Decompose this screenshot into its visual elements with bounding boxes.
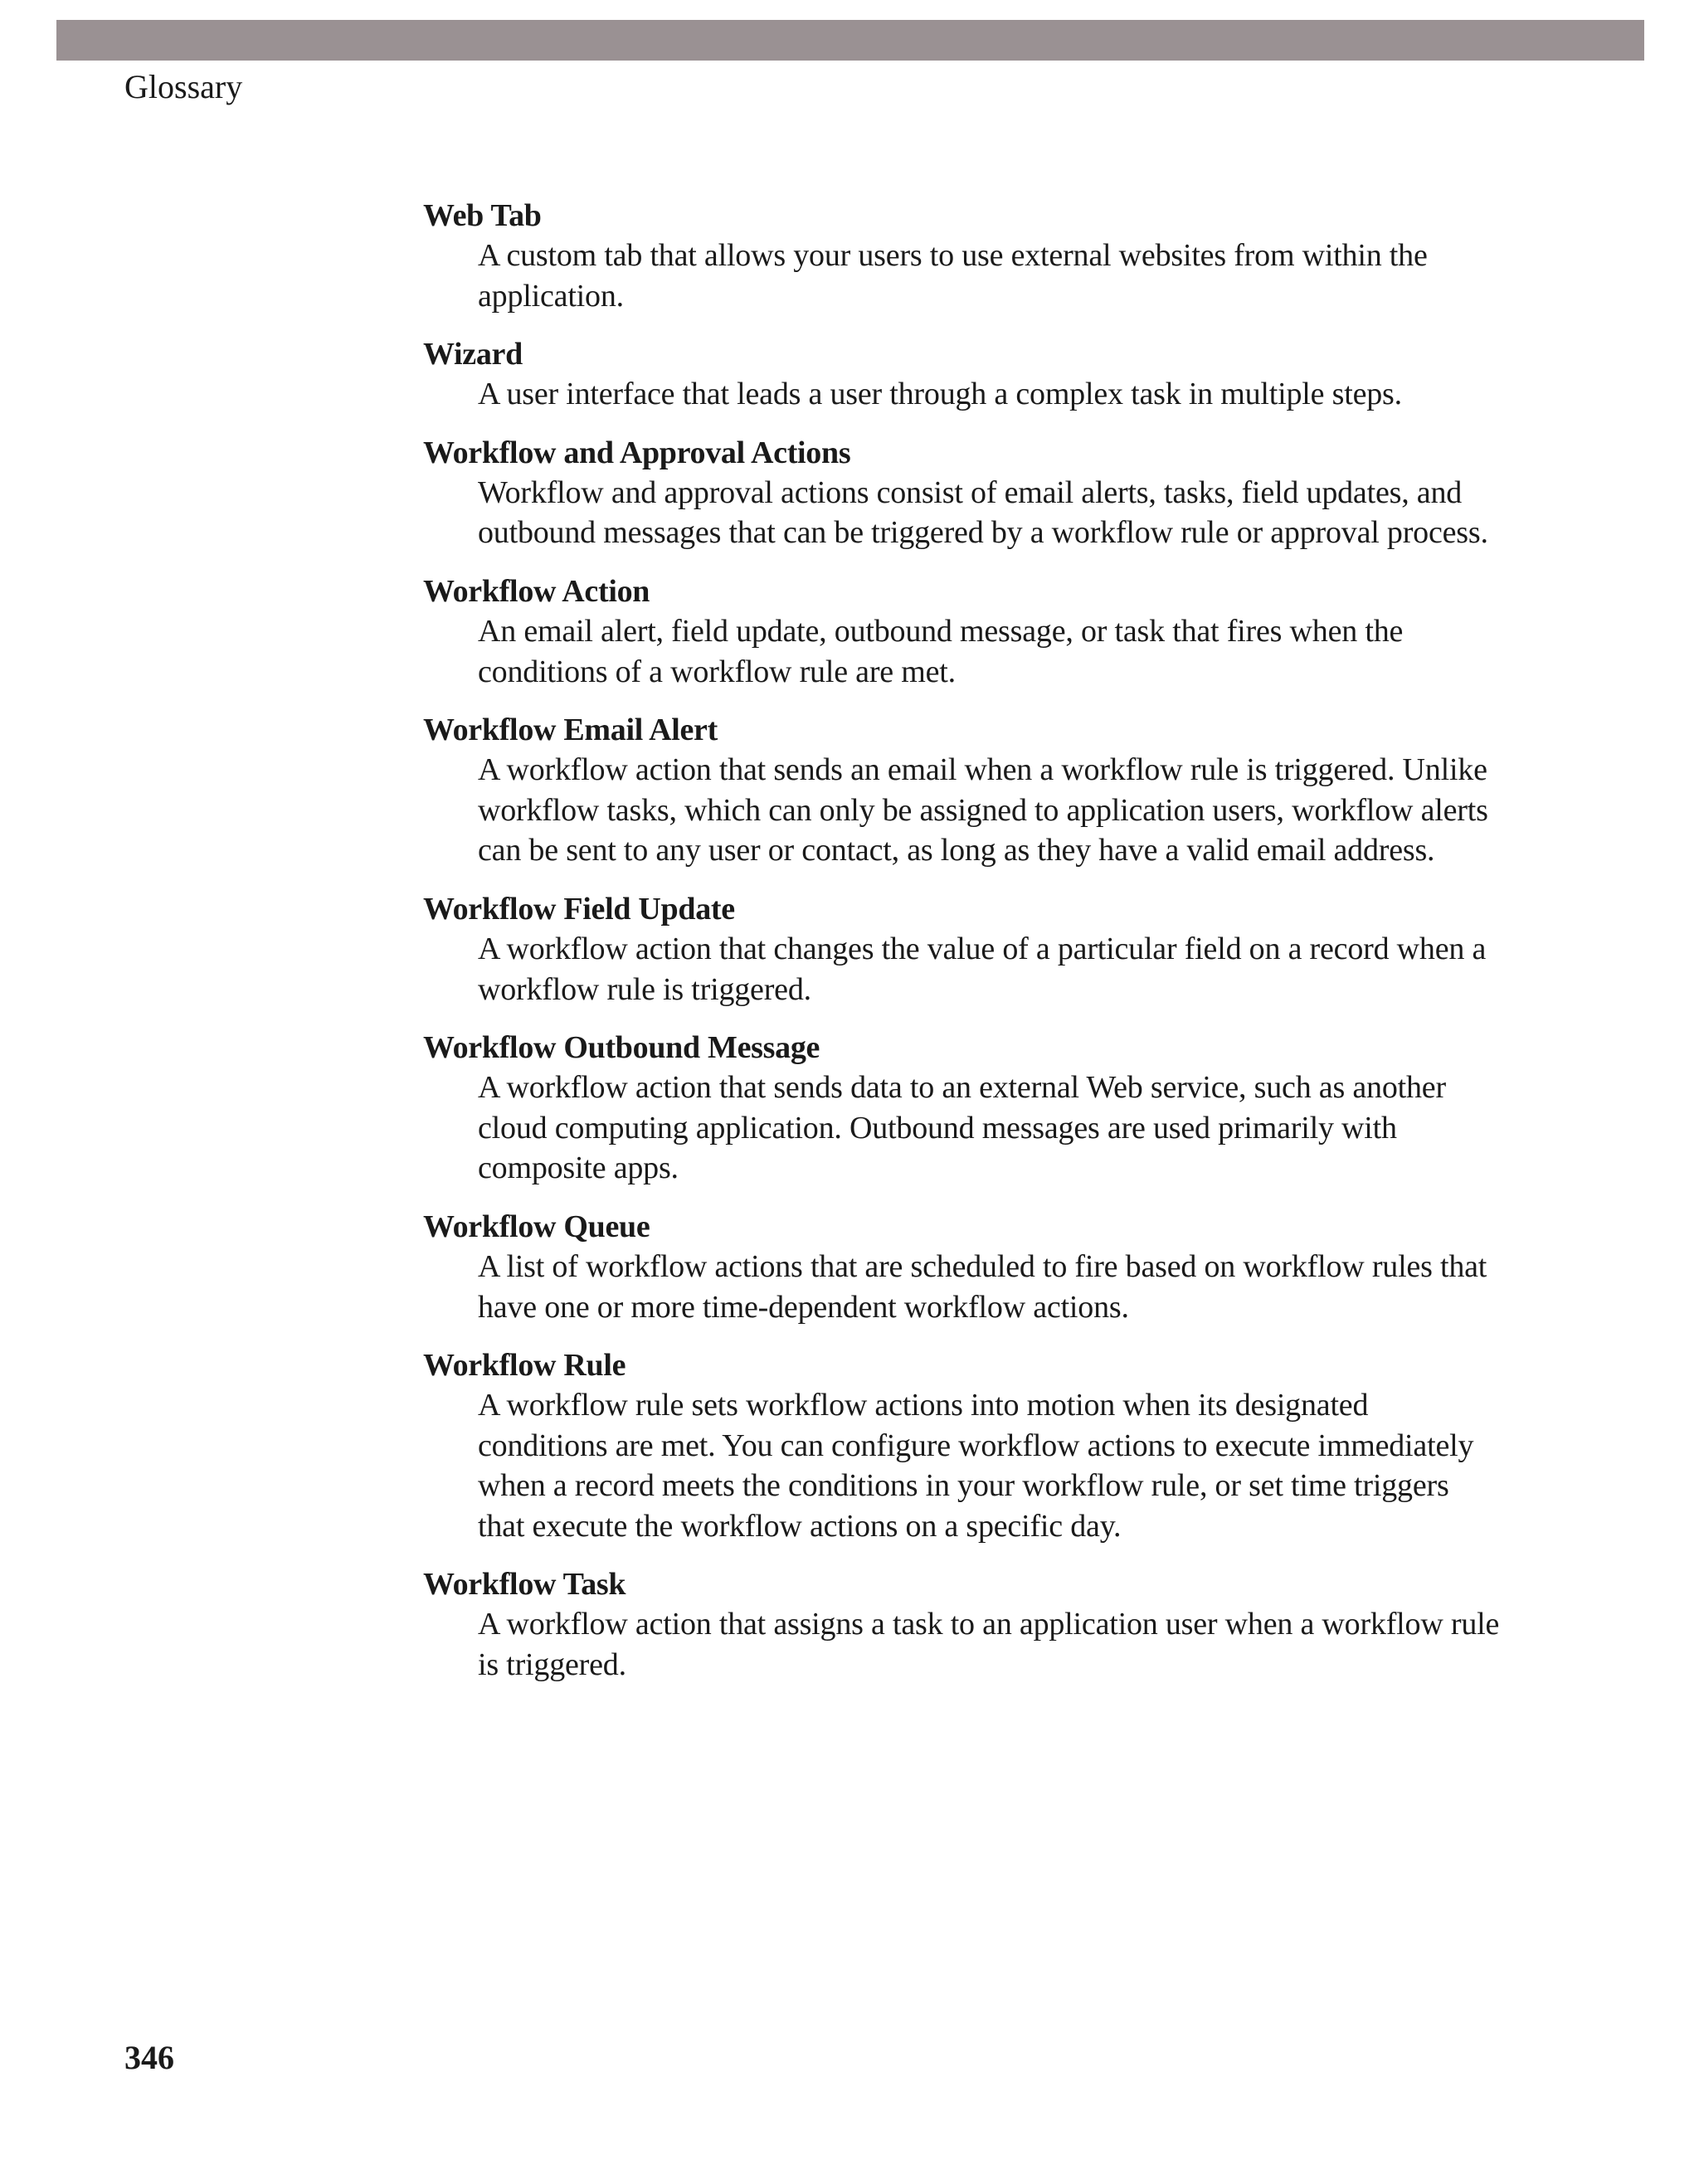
glossary-definition: A custom tab that allows your users to use external websites from within the application. bbox=[478, 238, 1428, 314]
glossary-entry bbox=[423, 334, 1502, 415]
glossary-definition: A user interface that leads a user through a complex task in multiple steps. bbox=[478, 377, 1402, 412]
glossary-term: Workflow Task bbox=[423, 1567, 626, 1603]
glossary-definition: An email alert, field update, outbound message, or task that fires when the conditions of a workflow rule are met. bbox=[478, 613, 1404, 689]
glossary-definition: A workflow action that sends data to an external Web service, such as another cloud computing application. Outbound messages are used primarily with composite apps. bbox=[478, 1070, 1446, 1186]
glossary-entry bbox=[423, 1564, 1502, 1685]
glossary-entry bbox=[423, 1345, 1502, 1546]
glossary-definition: A workflow action that sends an email when a workflow rule is triggered. Unlike workflow tasks, which can only be assigned to application users, workflow alerts can be sent to any user or contact, as long as they have a valid email address. bbox=[478, 752, 1488, 868]
glossary-entry bbox=[423, 196, 1502, 316]
glossary-entry bbox=[423, 572, 1502, 692]
glossary-definition: A workflow action that changes the value of a particular field on a record when a workflow rule is triggered. bbox=[478, 931, 1487, 1007]
glossary-entry bbox=[423, 433, 1502, 553]
glossary-list bbox=[423, 196, 1502, 1704]
glossary-definition: A list of workflow actions that are scheduled to fire based on workflow rules that have one or more time-dependent workflow actions. bbox=[478, 1248, 1487, 1325]
glossary-term: Workflow Field Update bbox=[423, 891, 735, 927]
glossary-term: Workflow Email Alert bbox=[423, 713, 718, 748]
glossary-term: Workflow Action bbox=[423, 573, 650, 609]
header-bar bbox=[56, 20, 1644, 61]
glossary-term: Web Tab bbox=[423, 198, 542, 233]
running-head: Glossary bbox=[124, 68, 243, 105]
glossary-definition: A workflow action that assigns a task to an application user when a workflow rule is triggered. bbox=[478, 1607, 1500, 1683]
glossary-term: Workflow and Approval Actions bbox=[423, 435, 851, 470]
glossary-entry bbox=[423, 710, 1502, 871]
page-number: 346 bbox=[124, 2039, 174, 2076]
glossary-term: Workflow Outbound Message bbox=[423, 1030, 820, 1066]
glossary-definition: Workflow and approval actions consist of email alerts, tasks, field updates, and outbound messages that can be triggered by a workflow rule or approval process. bbox=[478, 474, 1488, 551]
glossary-term: Workflow Queue bbox=[423, 1209, 650, 1244]
glossary-entry bbox=[423, 1028, 1502, 1189]
glossary-term: Wizard bbox=[423, 337, 523, 372]
glossary-definition: A workflow rule sets workflow actions into motion when its designated conditions are met. You can configure workflow actions to execute immediately when a record meets the conditions in your workflow rule, or set time triggers that execute the workflow actions on a specific day. bbox=[478, 1388, 1474, 1544]
glossary-entry bbox=[423, 889, 1502, 1009]
glossary-term: Workflow Rule bbox=[423, 1348, 626, 1384]
glossary-entry bbox=[423, 1207, 1502, 1327]
